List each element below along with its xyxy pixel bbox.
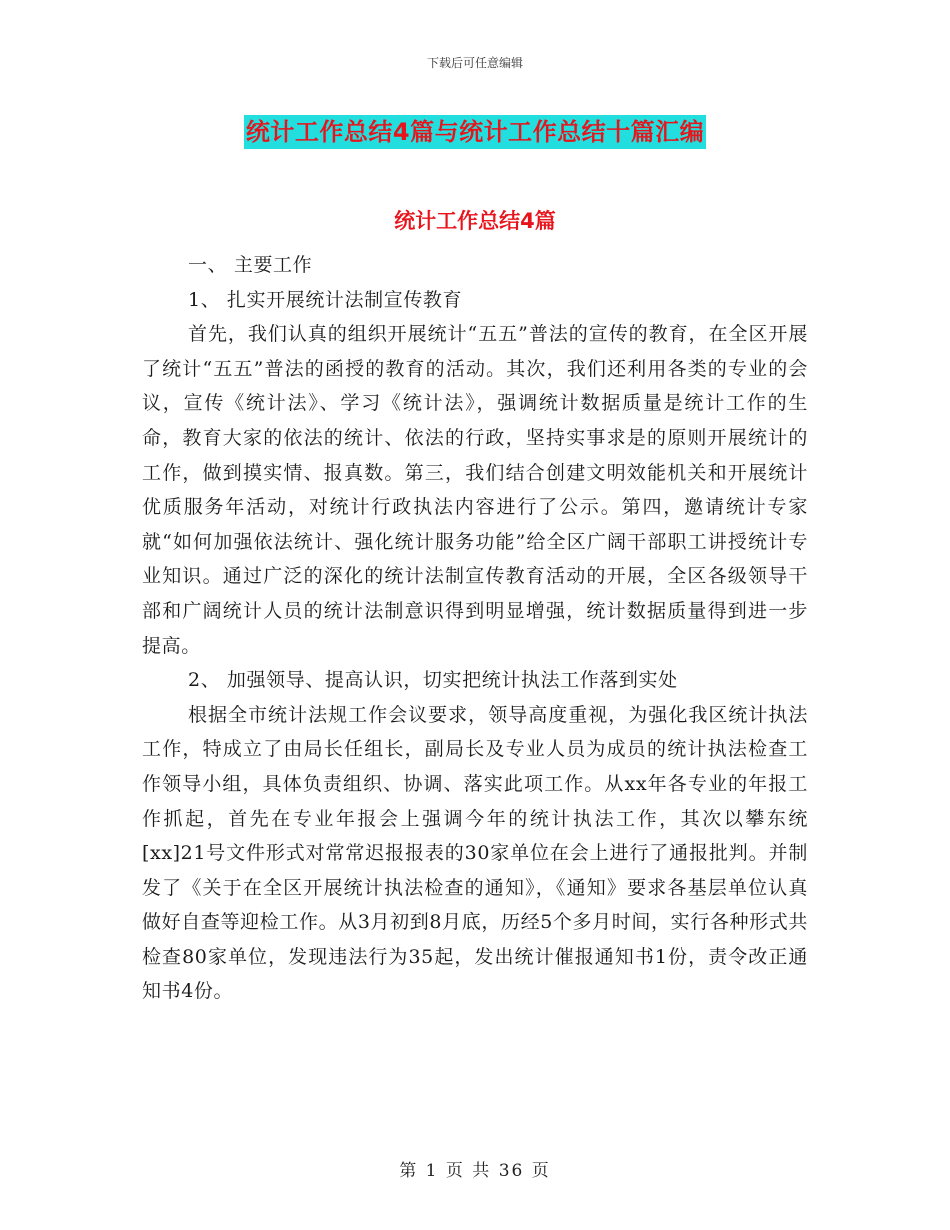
paragraph-2: 根据全市统计法规工作会议要求，领导高度重视，为强化我区统计执法工作，特成立了由局长任组长，副局长及专业人员为成员的统计执法检查工作领导小组，具体负责组织、协调、落实此项工作。从xx年各专业的年报工作抓起，首先在专业年报会上强调今年的统计执法工作，其次以攀东统[xx]21号文件形式对常常迟报报表的30家单位在会上进行了通报批判。并制发了《关于在全区开展统计执法检查的通知》，《通知》要求各基层单位认真做好自查等迎检工作。从3月初到8月底，历经5个多月时间，实行各种形式共检查80家单位，发现违法行为35起，发出统计催报通知书1份，责令改正通知书4份。 <box>142 703 808 1003</box>
subsection-heading-1: 1、 扎实开展统计法制宣传教育 <box>188 288 463 311</box>
header-note: 下载后可任意编辑 <box>426 56 523 70</box>
page-footer: 第 1 页 共 36 页 <box>399 1161 551 1181</box>
sub-title: 统计工作总结4篇 <box>394 209 556 233</box>
document-body <box>142 248 808 1009</box>
main-title-text: 统计工作总结4篇与统计工作总结十篇汇编 <box>244 115 706 149</box>
paragraph-1: 首先，我们认真的组织开展统计“五五”普法的宣传的教育，在全区开展了统计“五五”普法的函授的教育的活动。其次，我们还利用各类的专业的会议，宣传《统计法》、学习《统计法》，强调统计数据质量是统计工作的生命，教育大家的依法的统计、依法的行政，坚持实事求是的原则开展统计的工作，做到摸实情、报真数。第三，我们结合创建文明效能机关和开展统计优质服务年活动，对统计行政执法内容进行了公示。第四，邀请统计专家就“如何加强依法统计、强化统计服务功能”给全区广阔干部职工讲授统计专业知识。通过广泛的深化的统计法制宣传教育活动的开展，全区各级领导干部和广阔统计人员的统计法制意识得到明显增强，统计数据质量得到进一步提高。 <box>142 323 808 657</box>
subsection-heading-2: 2、 加强领导、提高认识，切实把统计执法工作落到实处 <box>188 669 678 692</box>
section-heading-1: 一、 主要工作 <box>188 254 313 276</box>
main-title <box>0 112 950 147</box>
